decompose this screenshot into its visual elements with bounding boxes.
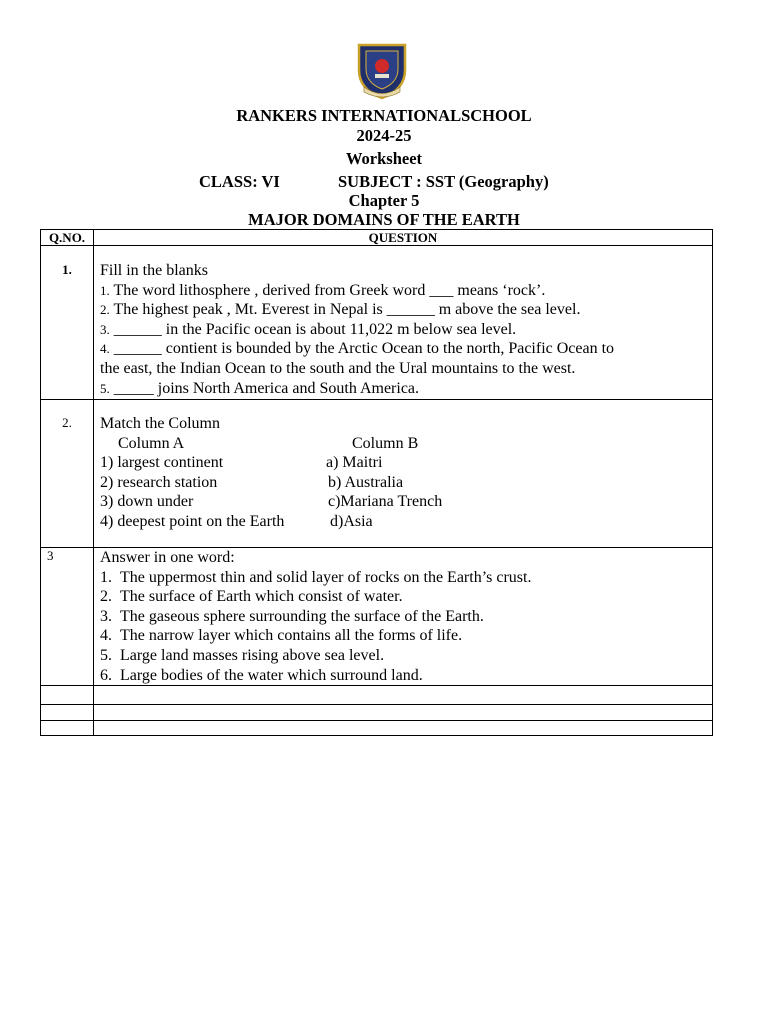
question-header: QUESTION	[94, 230, 713, 246]
match-row: 4) deepest point on the Earth d)Asia	[100, 512, 373, 530]
table-header-row	[41, 230, 713, 246]
table-row	[41, 548, 713, 686]
question-number: 2.	[41, 400, 94, 548]
school-crest-icon	[356, 42, 408, 100]
chapter-title: MAJOR DOMAINS OF THE EARTH	[248, 210, 520, 229]
empty-row	[41, 686, 713, 705]
list-item-continuation: the east, the Indian Ocean to the south and the Ural mountains to the west.	[100, 359, 576, 377]
question-body	[94, 246, 713, 400]
list-item: 5. _____ joins North America and South America.	[100, 379, 420, 397]
question-title: Fill in the blanks	[100, 262, 208, 279]
empty-row	[41, 705, 713, 721]
document-type: Worksheet	[345, 149, 423, 168]
table-row	[41, 400, 713, 548]
list-item: 4. The narrow layer which contains all the forms of life.	[100, 627, 463, 645]
question-body	[94, 400, 713, 548]
question-body	[94, 548, 713, 686]
chapter-number: Chapter 5	[348, 191, 420, 210]
class-label: CLASS: VI	[199, 172, 280, 191]
match-row: 1) largest continent a) Maitri	[100, 454, 383, 472]
list-item: 3. ______ in the Pacific ocean is about 11,022 m below sea level.	[100, 320, 517, 338]
column-a-header: Column A	[118, 434, 185, 452]
list-item: 6. Large bodies of the water which surround land.	[100, 666, 423, 684]
list-item: 3. The gaseous sphere surrounding the surface of the Earth.	[100, 607, 484, 625]
list-item: 1. The word lithosphere , derived from Greek word ___ means ‘rock’.	[100, 281, 546, 299]
match-row: 3) down under c)Mariana Trench	[100, 493, 443, 511]
list-item: 4. ______ contient is bounded by the Arctic Ocean to the north, Pacific Ocean to	[100, 340, 615, 358]
list-item: 2. The surface of Earth which consist of water.	[100, 588, 403, 606]
column-b-header: Column B	[352, 434, 419, 452]
list-item: 2. The highest peak , Mt. Everest in Nepal is ______ m above the sea level.	[100, 301, 581, 319]
list-item: 1. The uppermost thin and solid layer of rocks on the Earth’s crust.	[100, 568, 532, 586]
session-year: 2024-25	[356, 126, 412, 145]
empty-row	[41, 721, 713, 736]
worksheet-table	[40, 229, 713, 736]
question-title: Answer in one word:	[100, 549, 235, 566]
subject-label: SUBJECT : SST (Geography)	[338, 172, 549, 191]
question-number: 1.	[41, 246, 94, 400]
column-headers	[100, 434, 712, 454]
question-number: 3	[41, 548, 94, 686]
school-name: RANKERS INTERNATIONALSCHOOL	[236, 106, 532, 125]
list-item: 5. Large land masses rising above sea level.	[100, 646, 385, 664]
question-title: Match the Column	[100, 415, 220, 432]
table-row	[41, 246, 713, 400]
qno-header: Q.NO.	[41, 230, 94, 246]
match-row: 2) research station b) Australia	[100, 473, 404, 491]
